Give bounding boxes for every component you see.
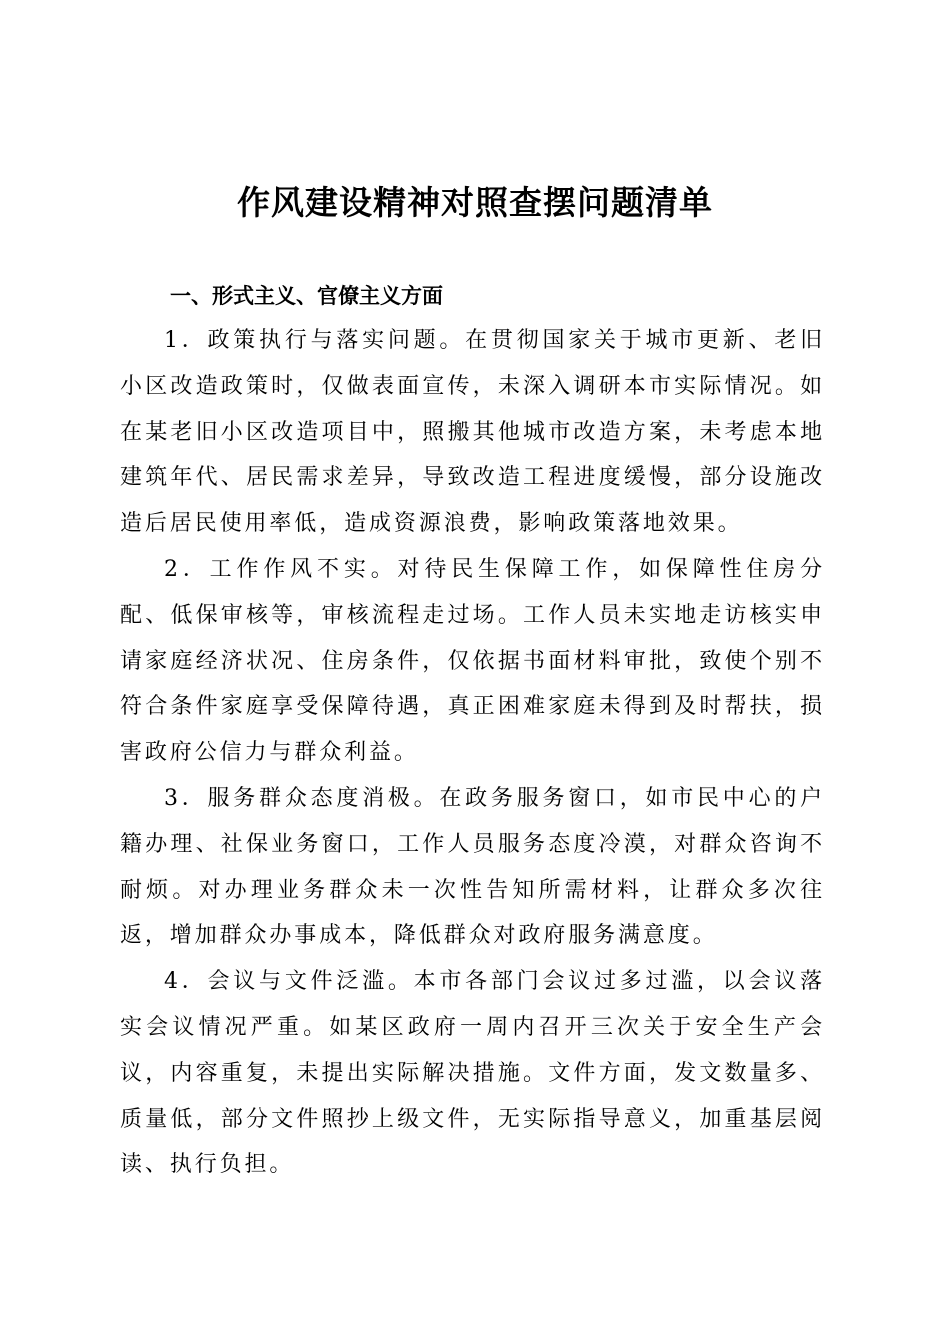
paragraph-item-3: 3．服务群众态度消极。在政务服务窗口，如市民中心的户籍办理、社保业务窗口，工作人员服务态度冷漠，对群众咨询不耐烦。对办理业务群众未一次性告知所需材料，让群众多次往返，增加群众办事成本，降低群众对政府服务满意度。 <box>120 785 825 949</box>
paragraph-item-4: 4．会议与文件泛滥。本市各部门会议过多过滥，以会议落实会议情况严重。如某区政府一周内召开三次关于安全生产会议，内容重复，未提出实际解决措施。文件方面，发文数量多、质量低，部分文件照抄上级文件，无实际指导意义，加重基层阅读、执行负担。 <box>120 969 825 1178</box>
paragraph-item-2: 2．工作作风不实。对待民生保障工作，如保障性住房分配、低保审核等，审核流程走过场。工作人员未实地走访核实申请家庭经济状况、住房条件，仅依据书面材料审批，致使个别不符合条件家庭享受保障待遇，真正困难家庭未得到及时帮扶，损害政府公信力与群众利益。 <box>120 556 825 766</box>
paragraph-item-1: 1．政策执行与落实问题。在贯彻国家关于城市更新、老旧小区改造政策时，仅做表面宣传，未深入调研本市实际情况。如在某老旧小区改造项目中，照搬其他城市改造方案，未考虑本地建筑年代、居民需求差异，导致改造工程进度缓慢，部分设施改造后居民使用率低，造成资源浪费，影响政策落地效果。 <box>120 328 825 537</box>
document-body <box>120 318 825 1188</box>
document-title: 作风建设精神对照查摆问题清单 <box>237 183 713 222</box>
section-heading: 一、形式主义、官僚主义方面 <box>170 284 443 308</box>
